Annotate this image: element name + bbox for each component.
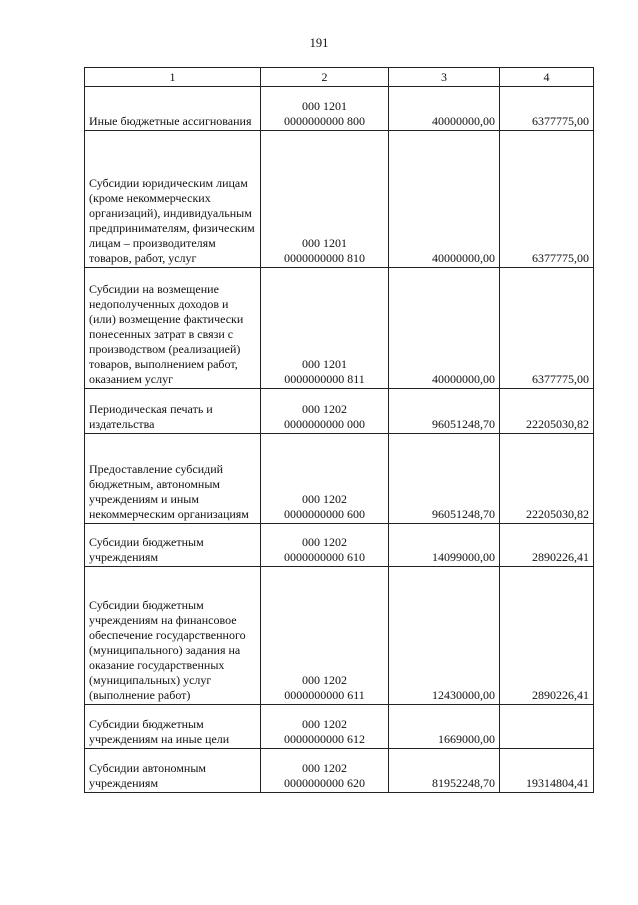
table-row	[85, 524, 594, 567]
table-header-row	[85, 68, 594, 87]
row-sum-fact	[500, 705, 594, 749]
row-name: Субсидии юридическим лицам (кроме некоммерческих организаций), индивидуальным предпринимателям, физическим лицам – производителям товаров, работ, услуг	[85, 131, 261, 268]
row-sum-plan: 40000000,00	[389, 268, 500, 389]
column-header-2: 2	[261, 68, 389, 87]
row-sum-plan: 1669000,00	[389, 705, 500, 749]
row-code	[261, 87, 389, 131]
row-name: Периодическая печать и издательства	[85, 389, 261, 434]
table-row	[85, 87, 594, 131]
row-sum-plan: 40000000,00	[389, 87, 500, 131]
expense-code: 0000000000 800	[284, 114, 365, 128]
table-row	[85, 434, 594, 524]
section-code: 000 1202	[302, 535, 347, 549]
section-code: 000 1202	[302, 402, 347, 416]
table-row	[85, 131, 594, 268]
row-name: Субсидии автономным учреждениям	[85, 749, 261, 793]
expense-code: 0000000000 810	[284, 251, 365, 265]
row-code	[261, 268, 389, 389]
column-header-4: 4	[500, 68, 594, 87]
expense-code: 0000000000 600	[284, 507, 365, 521]
expense-code: 0000000000 610	[284, 550, 365, 564]
expense-code: 0000000000 811	[284, 372, 365, 386]
table-row	[85, 268, 594, 389]
section-code: 000 1202	[302, 673, 347, 687]
row-sum-fact: 2890226,41	[500, 524, 594, 567]
row-name: Субсидии на возмещение недополученных доходов и (или) возмещение фактически понесенных затрат в связи с производством (реализацией) товаров, выполнением работ, оказанием услуг	[85, 268, 261, 389]
section-code: 000 1202	[302, 761, 347, 775]
row-sum-fact: 6377775,00	[500, 268, 594, 389]
table-row	[85, 705, 594, 749]
column-header-3: 3	[389, 68, 500, 87]
section-code: 000 1201	[302, 99, 347, 113]
section-code: 000 1202	[302, 717, 347, 731]
expense-code: 0000000000 620	[284, 776, 365, 790]
section-code: 000 1201	[302, 236, 347, 250]
section-code: 000 1201	[302, 357, 347, 371]
row-code	[261, 131, 389, 268]
row-code	[261, 434, 389, 524]
row-sum-plan: 12430000,00	[389, 567, 500, 705]
row-sum-plan: 96051248,70	[389, 389, 500, 434]
row-sum-fact: 22205030,82	[500, 434, 594, 524]
row-code	[261, 524, 389, 567]
page-number: 191	[309, 36, 329, 50]
row-code	[261, 749, 389, 793]
row-name: Субсидии бюджетным учреждениям на иные цели	[85, 705, 261, 749]
row-code	[261, 389, 389, 434]
row-sum-plan: 81952248,70	[389, 749, 500, 793]
row-sum-fact: 6377775,00	[500, 131, 594, 268]
row-code	[261, 567, 389, 705]
expense-code: 0000000000 000	[284, 417, 365, 431]
expense-code: 0000000000 612	[284, 732, 365, 746]
section-code: 000 1202	[302, 492, 347, 506]
table-row	[85, 749, 594, 793]
row-name: Иные бюджетные ассигнования	[85, 87, 261, 131]
row-name: Предоставление субсидий бюджетным, автономным учреждениям и иным некоммерческим организациям	[85, 434, 261, 524]
row-sum-plan: 40000000,00	[389, 131, 500, 268]
row-sum-plan: 96051248,70	[389, 434, 500, 524]
table-row	[85, 567, 594, 705]
expense-code: 0000000000 611	[284, 688, 365, 702]
row-sum-fact: 22205030,82	[500, 389, 594, 434]
row-sum-fact: 2890226,41	[500, 567, 594, 705]
table-row	[85, 389, 594, 434]
row-name: Субсидии бюджетным учреждениям на финансовое обеспечение государственного (муниципального) задания на оказание государственных (муниципальных) услуг (выполнение работ)	[85, 567, 261, 705]
row-sum-fact: 6377775,00	[500, 87, 594, 131]
column-header-1: 1	[85, 68, 261, 87]
row-sum-fact: 19314804,41	[500, 749, 594, 793]
row-sum-plan: 14099000,00	[389, 524, 500, 567]
row-name: Субсидии бюджетным учреждениям	[85, 524, 261, 567]
row-code	[261, 705, 389, 749]
budget-table	[84, 67, 594, 793]
